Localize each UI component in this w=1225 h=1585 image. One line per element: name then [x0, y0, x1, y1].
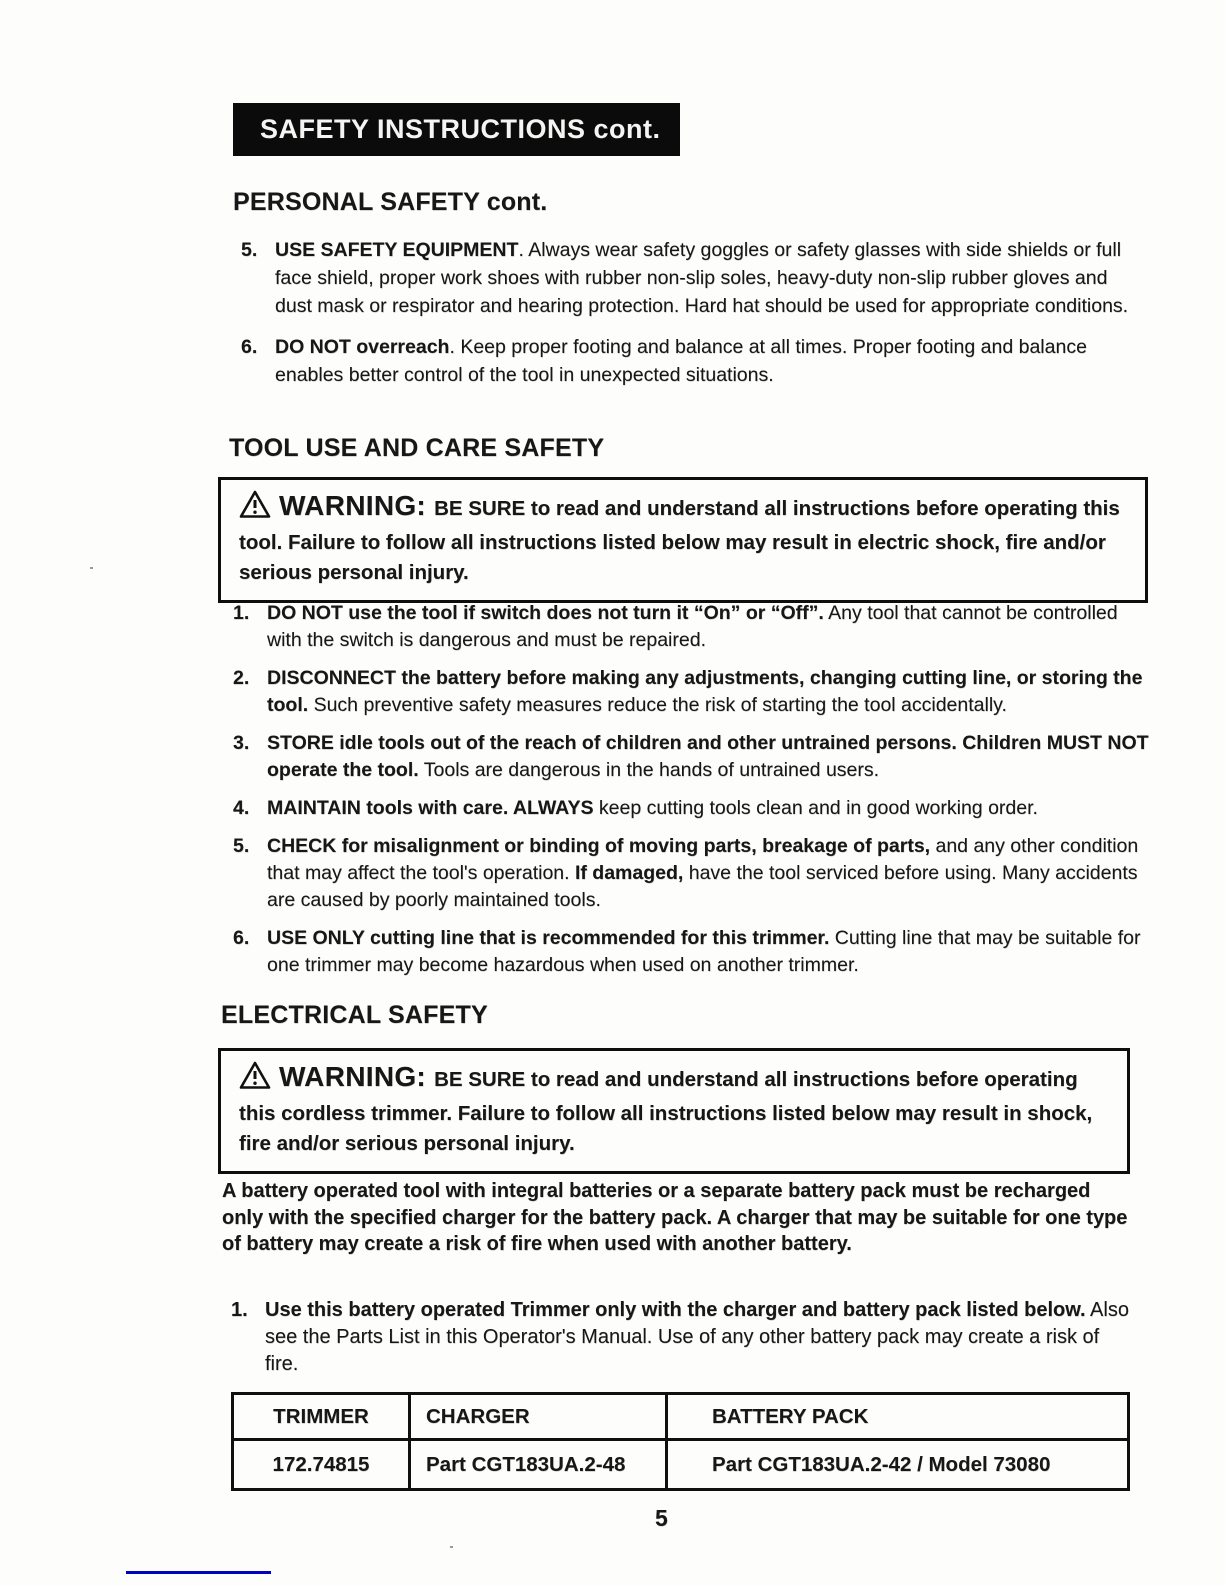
table-cell-charger-part: Part CGT183UA.2-48 [410, 1440, 667, 1490]
warning-text: BE SURE to read and understand all instructions before operating this cordless trimmer. Failure to follow all instructions listed below may result in shock, fire and/or serious personal injury. [239, 1068, 1093, 1155]
list-item-text: USE SAFETY EQUIPMENT. Always wear safety goggles or safety glasses with side shields or full face shield, proper work shoes with rubber non-slip soles, heavy-duty non-slip rubber gloves and dust mask or respirator and hearing protection. Hard hat should be used for appropriate conditions. [275, 239, 1129, 317]
scan-speck [90, 567, 93, 569]
list-item-text: DISCONNECT the battery before making any adjustments, changing cutting line, or storing the tool. Such preventive safety measures reduce the risk of starting the tool accidentally. [267, 667, 1143, 716]
list-item-text: STORE idle tools out of the reach of children and other untrained persons. Children MUST NOT operate the tool. Tools are dangerous in the hands of untrained users. [267, 732, 1149, 781]
list-item-number: 2. [233, 667, 250, 689]
banner-title: SAFETY INSTRUCTIONS cont. [260, 114, 661, 144]
list-item-number: 3. [233, 732, 250, 754]
table-header-trimmer: TRIMMER [233, 1394, 410, 1440]
heading-personal-safety: PERSONAL SAFETY cont. [233, 188, 548, 216]
warning-label: WARNING: [279, 1061, 427, 1092]
list-item [233, 600, 1150, 654]
page-number: 5 [655, 1505, 668, 1531]
list-item [233, 795, 1150, 822]
list-item-number: 1. [231, 1299, 248, 1321]
list-item-text: CHECK for misalignment or binding of moving parts, breakage of parts, and any other condition that may affect the tool's operation. If damaged, have the tool serviced before using. Many accidents are caused by poorly maintained tools. [267, 835, 1139, 911]
list-item-number: 6. [241, 336, 258, 358]
list-item-text: USE ONLY cutting line that is recommended for this trimmer. Cutting line that may be suitable for one trimmer may become hazardous when used on another trimmer. [267, 927, 1141, 976]
list-item-text: DO NOT overreach. Keep proper footing and balance at all times. Proper footing and balance enables better control of the tool in unexpected situations. [275, 336, 1087, 386]
footer-blue-line [126, 1571, 271, 1574]
table-header-row [233, 1394, 1129, 1440]
list-item [233, 730, 1150, 784]
table-data-row [233, 1440, 1129, 1490]
list-item-text: MAINTAIN tools with care. ALWAYS keep cutting tools clean and in good working order. [267, 797, 1038, 819]
warning-text: BE SURE to read and understand all instructions before operating this tool. Failure to follow all instructions listed below may result in electric shock, fire and/or serious personal injury. [239, 497, 1120, 584]
table-header-battery-pack: BATTERY PACK [667, 1394, 1129, 1440]
scan-speck [450, 1546, 453, 1548]
list-item [231, 1297, 1133, 1378]
list-item-number: 5. [241, 239, 258, 261]
tool-use-safety-list [233, 600, 1150, 990]
list-item-number: 4. [233, 797, 250, 819]
list-item-text: Use this battery operated Trimmer only with the charger and battery pack listed below. Also see the Parts List in this Operator's Manual. Use of any other battery pack may create a risk of fire. [265, 1299, 1129, 1375]
list-item-text: DO NOT use the tool if switch does not turn it “On” or “Off”. Any tool that cannot be controlled with the switch is dangerous and must be repaired. [267, 602, 1118, 651]
list-item [241, 236, 1148, 320]
battery-charger-paragraph: A battery operated tool with integral batteries or a separate battery pack must be recharged only with the specified charger for the battery pack. A charger that may be suitable for one type of battery may create a risk of fire when used with another battery. [222, 1180, 1128, 1255]
section-banner [233, 103, 680, 156]
list-item-number: 5. [233, 835, 250, 857]
list-item-number: 6. [233, 927, 250, 949]
warning-label: WARNING: [279, 490, 427, 521]
warning-triangle-icon [239, 1061, 271, 1099]
list-item [241, 333, 1148, 389]
table-cell-trimmer-model: 172.74815 [233, 1440, 410, 1490]
table-cell-battery-part: Part CGT183UA.2-42 / Model 73080 [667, 1440, 1129, 1490]
personal-safety-list [241, 236, 1148, 402]
heading-electrical-safety: ELECTRICAL SAFETY [221, 1001, 488, 1029]
warning-triangle-icon [239, 490, 271, 528]
table-header-charger: CHARGER [410, 1394, 667, 1440]
warning-box-electrical [218, 1048, 1130, 1174]
trimmer-charger-battery-table [231, 1392, 1130, 1491]
warning-box-tool-use [218, 477, 1148, 603]
electrical-safety-list [231, 1297, 1133, 1378]
list-item [233, 925, 1150, 979]
heading-tool-use-safety: TOOL USE AND CARE SAFETY [229, 434, 605, 462]
list-item [233, 833, 1150, 914]
list-item [233, 665, 1150, 719]
list-item-number: 1. [233, 602, 250, 624]
